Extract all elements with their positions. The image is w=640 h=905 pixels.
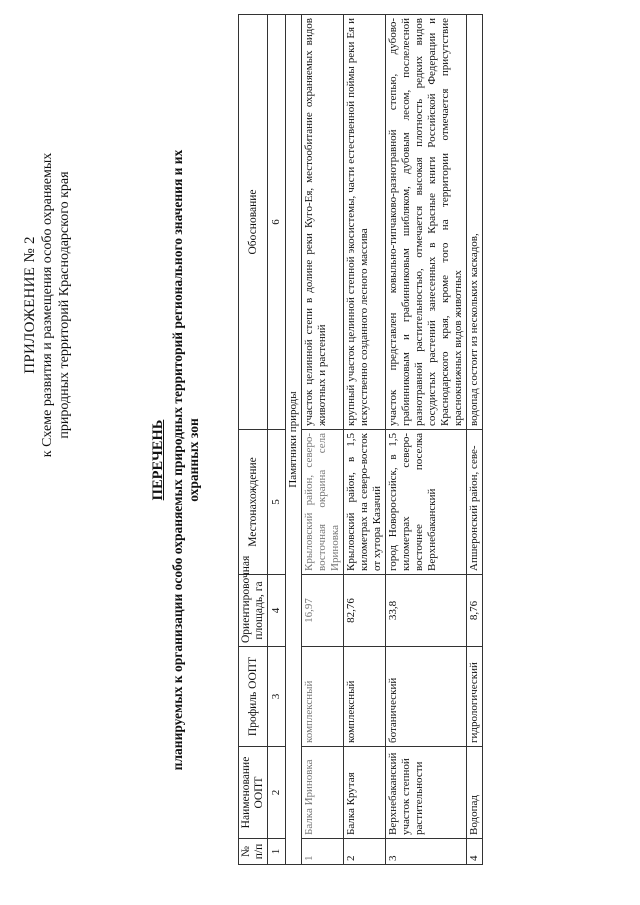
appendix-label: ПРИЛОЖЕНИЕ № 2 <box>22 236 38 374</box>
header-name: Наименование ООПТ <box>239 747 268 839</box>
col-number: 1 <box>268 839 286 865</box>
row-location: Крыловский район, в 1,5 километрах на северо-восток от хутора Казачий <box>344 430 386 575</box>
col-number: 2 <box>268 747 286 839</box>
row-num: 4 <box>467 839 483 865</box>
title-main: ПЕРЕЧЕНЬ <box>150 419 166 501</box>
row-location: Крыловский район, северо-восточная окраина села Ириновка <box>302 430 344 575</box>
col-number: 6 <box>268 15 286 430</box>
row-name: Водопад <box>467 747 483 839</box>
column-number-row <box>268 15 286 865</box>
header-row <box>239 15 268 865</box>
col-number: 4 <box>268 575 286 647</box>
row-num: 2 <box>344 839 386 865</box>
document-title <box>150 25 202 895</box>
row-area: 82,76 <box>344 575 386 647</box>
row-reason: крупный участок целинной степной экосистемы, части естественной поймы реки Ея и искусственно созданного лесного массива <box>344 15 386 430</box>
header-profile: Профиль ООПТ <box>239 647 268 747</box>
header-location: Местонахождение <box>239 430 268 575</box>
table-row <box>302 15 344 865</box>
header-area: Ориентировочная площадь, га <box>239 575 268 647</box>
section-title: Памятники природы <box>286 15 302 865</box>
table-row <box>386 15 467 865</box>
col-number: 5 <box>268 430 286 575</box>
row-area: 33,8 <box>386 575 467 647</box>
section-row <box>286 15 302 865</box>
col-number: 3 <box>268 647 286 747</box>
row-name: Балка Ириновка <box>302 747 344 839</box>
row-name: Балка Крутая <box>344 747 386 839</box>
row-profile: гидрологический <box>467 647 483 747</box>
row-area: 16,97 <box>302 575 344 647</box>
row-num: 1 <box>302 839 344 865</box>
table-row <box>467 15 483 865</box>
row-num: 3 <box>386 839 467 865</box>
appendix-block <box>22 65 73 545</box>
header-num: № п/п <box>239 839 268 865</box>
row-location: Апшеронский район, севе- <box>467 430 483 575</box>
title-subtitle-2: охранных зон <box>186 418 201 502</box>
row-profile: комплексный <box>302 647 344 747</box>
row-location: город Новороссийск, в 1,5 километрах северо-восточнее поселка Верхнебаканский <box>386 430 467 575</box>
protected-areas-table <box>238 14 483 865</box>
row-reason: водопад состоит из нескольких каскадов, <box>467 15 483 430</box>
header-reason: Обоснование <box>239 15 268 430</box>
row-area: 8,76 <box>467 575 483 647</box>
appendix-line-3: природных территорий Краснодарского края <box>57 171 72 439</box>
row-profile: ботанический <box>386 647 467 747</box>
row-name: Верхнебаканский участок степной растительности <box>386 747 467 839</box>
title-subtitle-1: планируемых к организации особо охраняемых природных территорий регионального значения и их <box>170 149 185 771</box>
appendix-line-2: к Схеме развития и размещения особо охраняемых <box>40 152 55 458</box>
row-reason: участок целинной степи в долине реки Кугo-Ея, местообитание охраняемых видов животных и растений <box>302 15 344 430</box>
table-row <box>344 15 386 865</box>
row-reason: участок представлен ковыльно-типчаково-разнотравной степью, дубово-грабинниковым и грабинниковым шибляком, дубовым лесом, послелесной разнотравной растительностью, отмечается высокая плотность редких видов сосудистых растений занесенных в Красные книги Российской Федерации и Краснодарского края, кроме того на территории отмечается присутствие краснокнижных видов животных <box>386 15 467 430</box>
row-profile: комплексный <box>344 647 386 747</box>
